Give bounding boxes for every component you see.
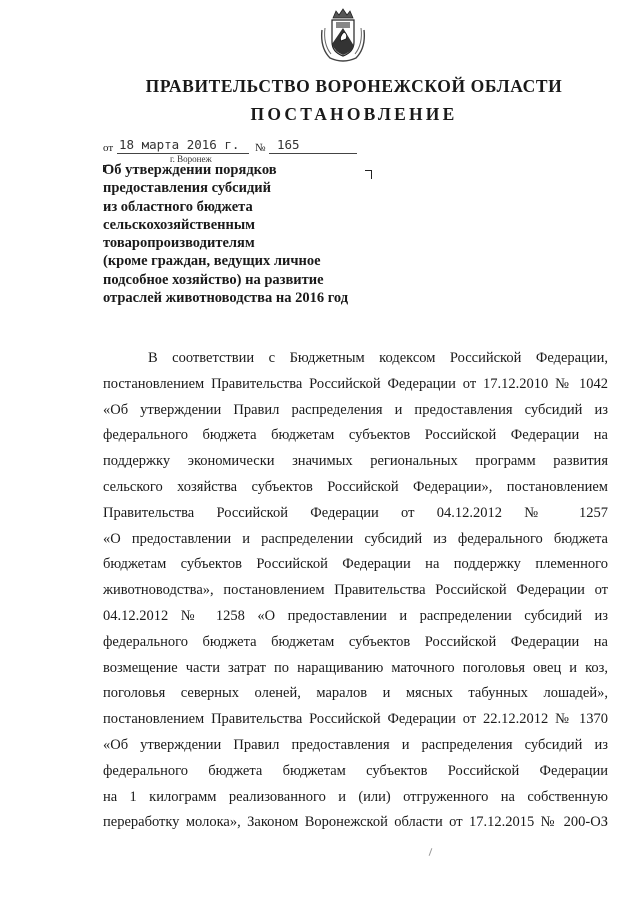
- title-line: сельскохозяйственным: [103, 216, 256, 233]
- body-line: В соответствии с Бюджетным кодексом Российской Федерации,: [148, 350, 608, 366]
- document-number: 165: [269, 137, 357, 154]
- number-prefix: №: [255, 142, 266, 154]
- title-line: из областного бюджета: [103, 198, 253, 215]
- body-line: федерального бюджета бюджетам субъектов Российской Федерации на: [103, 633, 608, 650]
- body-line: федерального бюджета бюджетам субъектов Российской Федерации: [103, 762, 608, 779]
- body-line: возмещение части затрат по наращиванию маточного поголовья овец и коз,: [103, 659, 608, 676]
- body-line: постановлением Правительства Российской Федерации от 22.12.2012 № 1370: [103, 711, 608, 728]
- body-line: «О предоставлении и распределении субсидий из федерального бюджета: [103, 530, 608, 547]
- date-prefix: от: [103, 142, 114, 154]
- body-line: переработку молока», Законом Воронежской области от 17.12.2015 № 200-ОЗ: [103, 814, 608, 831]
- body-line: сельского хозяйства субъектов Российской Федерации», постановлением: [103, 478, 608, 495]
- body-line: федерального бюджета бюджетам субъектов Российской Федерации на: [103, 427, 608, 444]
- body-line: на 1 килограмм реализованного и (или) отгруженного на собственную: [103, 788, 608, 805]
- title-line: отраслей животноводства на 2016 год: [103, 290, 349, 307]
- voronezh-coat-of-arms-icon: [318, 8, 368, 64]
- title-line: товаропроизводителям: [103, 235, 255, 252]
- body-paragraph: [103, 346, 608, 836]
- title-line: Об утверждении порядков: [103, 162, 277, 178]
- date-number-line: [103, 137, 353, 159]
- body-line: животноводства», постановлением Правительства Российской Федерации от: [103, 582, 608, 599]
- title-line: подсобное хозяйство) на развитие: [103, 271, 324, 288]
- body-line: «Об утверждении Правил предоставления и распределения субсидий из: [103, 736, 608, 753]
- scan-artifact: [429, 848, 433, 856]
- body-line: бюджетам субъектов Российской Федерации на поддержку племенного: [103, 556, 608, 573]
- body-line: постановлением Правительства Российской Федерации от 17.12.2010 № 1042: [103, 375, 608, 392]
- body-line: 04.12.2012 № 1258 «О предоставлении и распределении субсидий из: [103, 607, 608, 624]
- document-date: 18 марта 2016 г.: [117, 137, 249, 154]
- body-line: «Об утверждении Правил распределения и предоставления субсидий из: [103, 401, 608, 418]
- body-line: поголовья северных оленей, маралов и мясных табунных лошадей»,: [103, 685, 608, 702]
- government-name: ПРАВИТЕЛЬСТВО ВОРОНЕЖСКОЙ ОБЛАСТИ: [145, 76, 563, 96]
- title-line: (кроме граждан, ведущих личное: [103, 253, 321, 270]
- city-label: г. Воронеж: [170, 154, 212, 164]
- document-type: ПОСТАНОВЛЕНИЕ: [250, 104, 458, 124]
- body-line: Правительства Российской Федерации от 04.12.2012 № 1257: [103, 504, 608, 521]
- document-title: [103, 161, 373, 307]
- title-line: предоставления субсидий: [103, 180, 272, 197]
- body-line: поддержку экономически значимых региональных программ развития: [103, 453, 608, 470]
